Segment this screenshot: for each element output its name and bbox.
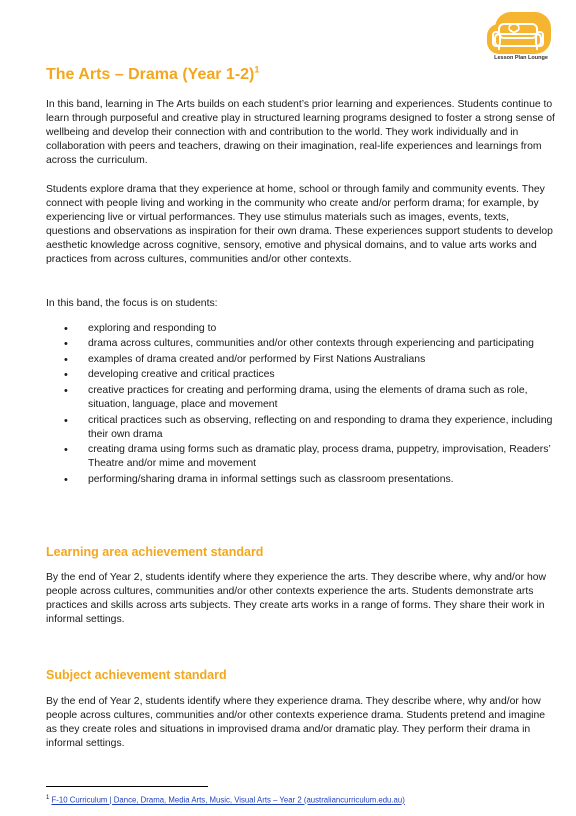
page-title — [46, 66, 259, 84]
intro-paragraph: In this band, learning in The Arts builds on each student’s prior learning and experiences. Students continue to learn through purposeful and creative play in structured learning programs designed to foster a strong sense of wellbeing and develop their connection with and contribution to the world. They work individually and in collaboration with peers and teachers, drawing on their imagination, real-life experiences and learnings from across the curriculum. — [46, 99, 555, 167]
drama-paragraph: Students explore drama that they experience at home, school or through family and community events. They connect with people living and working in the community who create and/or perform drama; for example, by experiencing live or virtual performances. They use stimulus materials such as images, events, texts, questions and observations as inspiration for their own drama. These experiences support students to develop aesthetic knowledge across cognitive, sensory, emotive and physical domains, and to value arts works and practices from across cultures, communities and/or other contexts. — [46, 184, 553, 266]
focus-list — [46, 322, 556, 488]
list-item: • performing/sharing drama in informal settings such as classroom presentations. — [46, 473, 556, 487]
list-item: • creative practices for creating and performing drama, using the elements of drama such as role, situation, language, place and movement — [46, 384, 556, 412]
title-text: The Arts – Drama (Year 1-2) — [46, 66, 255, 83]
list-item: • developing creative and critical practices — [46, 368, 556, 382]
list-item: • exploring and responding to — [46, 322, 556, 336]
title-footnote-ref: 1 — [254, 64, 260, 75]
footnote-link[interactable]: F-10 Curriculum | Dance, Drama, Media Arts, Music, Visual Arts – Year 2 (australiancurriculum.edu.au) — [51, 795, 405, 805]
list-item: • creating drama using forms such as dramatic play, process drama, puppetry, improvisation, Readers’ Theatre and/or mime and movement — [46, 443, 556, 471]
subject-text: By the end of Year 2, students identify where they experience drama. They describe where, why and/or how people across cultures, communities and/or other contexts experience drama. Students pretend and imagine as they create roles and situations in improvised drama and/or dramatic play. They perform their drama in informal settings. — [46, 696, 546, 750]
list-item: • examples of drama created and/or performed by First Nations Australians — [46, 353, 556, 367]
learning-area-text: By the end of Year 2, students identify where they experience the arts. They describe where, why and/or how people across cultures, communities and/or other contexts experience the arts. Students demonstrate arts practices and skills across arts subjects. They create arts works in a range of forms. They share their work in informal settings. — [46, 572, 547, 626]
footnote — [46, 795, 405, 805]
focus-intro: In this band, the focus is on students: — [46, 298, 218, 309]
list-item: • critical practices such as observing, reflecting on and responding to drama they experience, including their own drama — [46, 414, 556, 442]
list-item: • drama across cultures, communities and/or other contexts through experiencing and participating — [46, 337, 556, 351]
subject-heading: Subject achievement standard — [46, 668, 227, 682]
footnote-divider — [46, 786, 208, 787]
logo-caption: Lesson Plan Lounge — [494, 55, 548, 61]
footnote-number: 1 — [46, 795, 50, 801]
learning-area-heading: Learning area achievement standard — [46, 545, 264, 559]
